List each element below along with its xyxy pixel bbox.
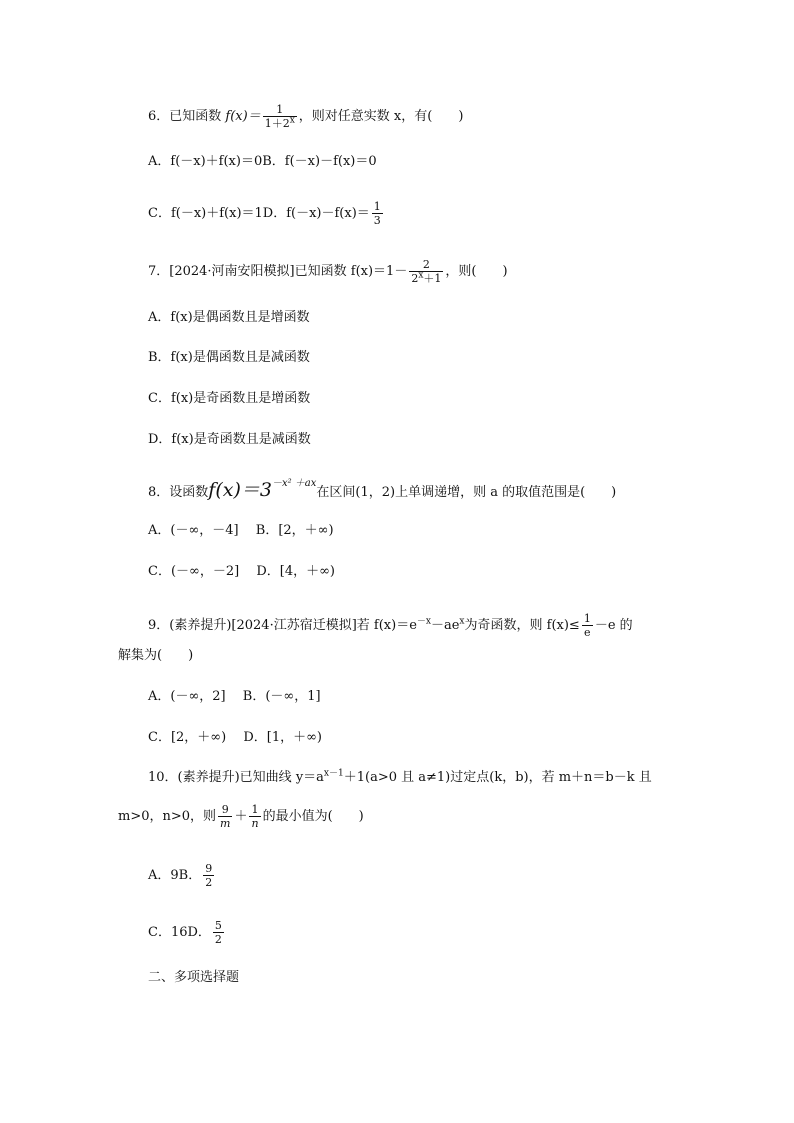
q6-option-cd: C．f(－x)＋f(x)＝1D．f(－x)－f(x)＝ $\frac{1}{3}$ <box>148 200 381 227</box>
q10-stem-line2: m>0，n>0，则 $\frac{9}{m}$ ＋ $\frac{1}{n}$ 的最小值为( ) <box>118 803 364 830</box>
q9-fraction: $\frac{1}{e}$ <box>583 612 591 639</box>
q7-option-c: C．f(x)是奇函数且是增函数 <box>148 391 311 406</box>
q7-option-a: A．f(x)是偶函数且是增函数 <box>148 310 310 325</box>
q7-stem: 7．[2024·河南安阳模拟]已知函数 f(x)＝1－ $\frac{2}{2^x+1}$ ，则( ) <box>148 258 508 285</box>
q10-option-b-fraction: $\frac{9}{2}$ <box>205 862 213 889</box>
q8-option-cd: C．(－∞，－2] D．[4，＋∞) <box>148 564 335 579</box>
q6-stem: 6．已知函数 f(x)＝ $\frac{1}{1+2^x}$ ，则对任意实数 x，有( ) <box>148 103 464 130</box>
q10-option-ab: A．9B． $\frac{9}{2}$ <box>148 862 213 889</box>
q8-stem: 8．设函数$f(x)=3^{-x^2 +ax}$在区间(1，2)上单调递增，则 a 的取值范围是( ) <box>148 478 617 501</box>
q9-option-cd: C．[2，＋∞) D．[1，＋∞) <box>148 730 322 745</box>
q10-stem: 10．(素养提升)已知曲线 $y=a^{x-1}+1(a>0$ 且 a≠1)过定点(k，b)，若 m＋n＝b－k 且 <box>148 768 652 785</box>
q7-fraction: $\frac{2}{2^x+1}$ <box>411 258 442 285</box>
q9-stem: 9．(素养提升)[2024·江苏宿迁模拟]若 $f(x)=e^{-x}-ae^x$为奇函数，则 f(x)≤ $\frac{1}{e}$ －e 的 <box>148 612 633 639</box>
q7-option-d: D．f(x)是奇函数且是减函数 <box>148 432 311 447</box>
q10-option-cd: C．16D． $\frac{5}{2}$ <box>148 919 222 946</box>
q10-fraction-9m: $\frac{9}{m}$ <box>220 803 231 830</box>
q8-formula: $f(x)=3^{-x^2 +ax}$ <box>208 478 317 501</box>
q8-option-ab: A．(－∞，－4] B．[2，＋∞) <box>148 523 334 538</box>
q10-fraction-1n: $\frac{1}{n}$ <box>251 803 259 830</box>
q9-option-ab: A．(－∞，2] B．(－∞，1] <box>148 689 321 704</box>
q9-stem-line2: 解集为( ) <box>118 648 194 663</box>
section-heading: 二、多项选择题 <box>148 970 240 985</box>
q10-option-d-fraction: $\frac{5}{2}$ <box>214 919 222 946</box>
q6-option-d-fraction: $\frac{1}{3}$ <box>373 200 381 227</box>
q6-option-ab: A．f(－x)＋f(x)＝0B．f(－x)－f(x)＝0 <box>148 154 377 169</box>
q6-fraction: $\frac{1}{1+2^x}$ <box>264 103 295 130</box>
q7-option-b: B．f(x)是偶函数且是减函数 <box>148 350 310 365</box>
